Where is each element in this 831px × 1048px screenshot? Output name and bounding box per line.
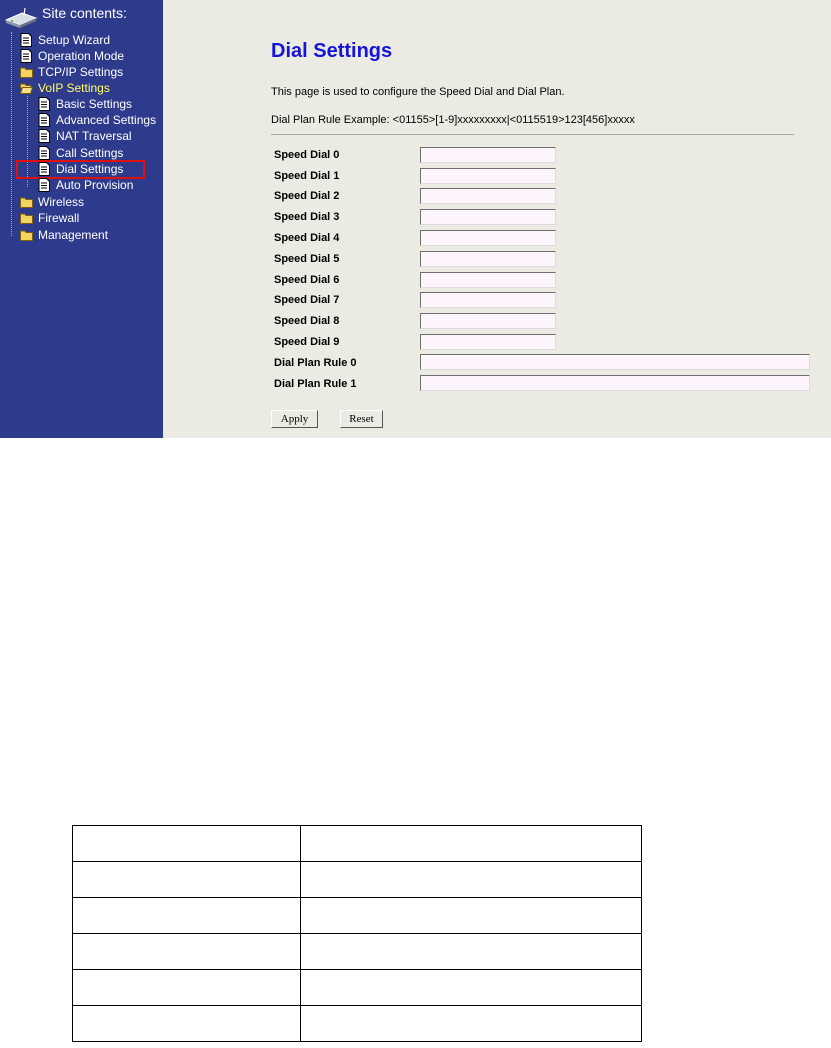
table-cell	[73, 1006, 301, 1042]
table-cell	[301, 970, 642, 1006]
speed-dial-0-label: Speed Dial 0	[274, 149, 340, 161]
speed-dial-2-label: Speed Dial 2	[274, 190, 340, 202]
speed-dial-3-label: Speed Dial 3	[274, 211, 340, 223]
page-icon	[38, 146, 51, 160]
table-cell	[301, 898, 642, 934]
reset-button[interactable]: Reset	[340, 410, 383, 428]
sidebar: Site contents: Setup Wizard Operation Mode TCP/IP Settings VoIP Settings Basic Settings Advanced Settings NAT Traversal Call Settings Dial Settings Auto Provision Wireless Firewall Management	[0, 0, 163, 438]
speed-dial-9-input[interactable]	[420, 334, 556, 350]
page-icon	[38, 97, 51, 111]
speed-dial-5-input[interactable]	[420, 251, 556, 267]
empty-table	[72, 825, 642, 1042]
page-icon	[38, 178, 51, 192]
table-row	[73, 1006, 642, 1042]
table-row	[73, 826, 642, 862]
table-cell	[73, 934, 301, 970]
speed-dial-2-input[interactable]	[420, 188, 556, 204]
page-icon	[20, 49, 33, 63]
page-icon	[20, 33, 33, 47]
table-cell	[73, 898, 301, 934]
table-cell	[301, 862, 642, 898]
speed-dial-3-input[interactable]	[420, 209, 556, 225]
speed-dial-5-label: Speed Dial 5	[274, 253, 340, 265]
folder-icon	[20, 195, 33, 209]
site-contents-header	[4, 2, 162, 28]
dial-plan-rule-example: Dial Plan Rule Example: <01155>[1-9]xxxxxxxxx|<0115519>123[456]xxxxx	[271, 114, 635, 126]
table-cell	[301, 826, 642, 862]
speed-dial-0-input[interactable]	[420, 147, 556, 163]
speed-dial-8-input[interactable]	[420, 313, 556, 329]
speed-dial-4-input[interactable]	[420, 230, 556, 246]
table-row	[73, 898, 642, 934]
speed-dial-7-label: Speed Dial 7	[274, 294, 340, 306]
table-row	[73, 970, 642, 1006]
dial-plan-rule-1-label: Dial Plan Rule 1	[274, 378, 357, 390]
table-row	[73, 862, 642, 898]
table-cell	[73, 862, 301, 898]
speed-dial-1-label: Speed Dial 1	[274, 170, 340, 182]
table-cell	[73, 826, 301, 862]
content-panel	[163, 0, 831, 438]
table-cell	[301, 934, 642, 970]
speed-dial-1-input[interactable]	[420, 168, 556, 184]
divider	[271, 134, 794, 135]
speed-dial-4-label: Speed Dial 4	[274, 232, 340, 244]
folder-open-icon	[20, 81, 33, 95]
screenshot	[0, 0, 831, 438]
dial-plan-rule-0-label: Dial Plan Rule 0	[274, 357, 357, 369]
speed-dial-9-label: Speed Dial 9	[274, 336, 340, 348]
table-cell	[73, 970, 301, 1006]
dial-plan-rule-1-input[interactable]	[420, 375, 810, 391]
page-title: Dial Settings	[271, 40, 393, 62]
table-cell	[301, 1006, 642, 1042]
speed-dial-6-label: Speed Dial 6	[274, 274, 340, 286]
speed-dial-6-input[interactable]	[420, 272, 556, 288]
site-contents-title: Site contents:	[42, 5, 127, 21]
page-description: This page is used to configure the Speed Dial and Dial Plan.	[271, 86, 565, 98]
folder-icon	[20, 211, 33, 225]
folder-icon	[20, 65, 33, 79]
folder-icon	[20, 228, 33, 242]
page-icon	[38, 129, 51, 143]
page-icon	[38, 113, 51, 127]
table-row	[73, 934, 642, 970]
speed-dial-7-input[interactable]	[420, 292, 556, 308]
apply-button[interactable]: Apply	[271, 410, 318, 428]
dial-plan-rule-0-input[interactable]	[420, 354, 810, 370]
speed-dial-8-label: Speed Dial 8	[274, 315, 340, 327]
router-icon	[4, 6, 38, 28]
